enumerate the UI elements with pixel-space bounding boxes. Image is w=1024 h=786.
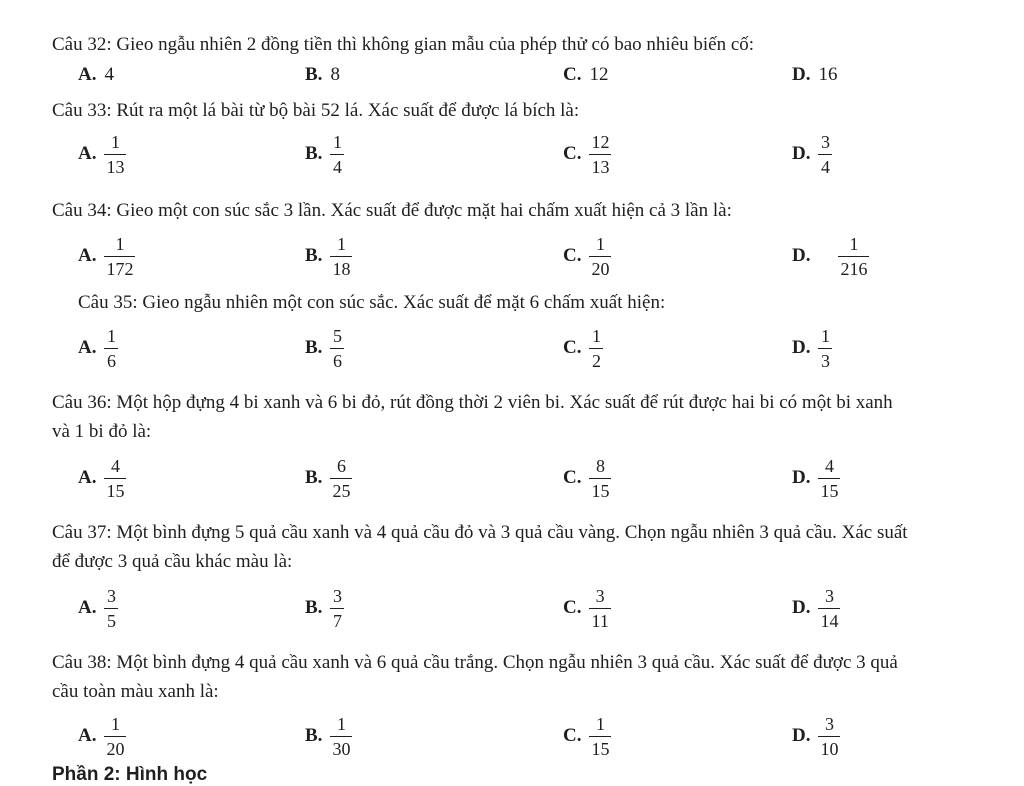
numerator: 1 <box>591 325 601 346</box>
option-c <box>563 322 603 374</box>
option-label: C. <box>563 64 582 85</box>
option-label: C. <box>563 597 582 618</box>
option-a <box>78 322 118 374</box>
option-b <box>305 128 344 180</box>
denominator: 15 <box>591 738 610 759</box>
denominator: 172 <box>106 258 134 279</box>
option-c <box>563 128 611 180</box>
denominator: 7 <box>332 610 342 631</box>
numerator: 4 <box>824 455 834 476</box>
fraction-bar <box>330 608 344 609</box>
fraction-bar <box>330 736 352 737</box>
option-d <box>792 710 840 762</box>
option-b <box>305 582 344 634</box>
question-32-text: Câu 32: Gieo ngẫu nhiên 2 đồng tiền thì không gian mẫu của phép thử có bao nhiêu biến cố: <box>52 34 755 55</box>
question-32-options <box>0 60 1024 90</box>
numerator: 8 <box>595 455 605 476</box>
numerator: 3 <box>106 585 116 606</box>
denominator: 15 <box>106 480 125 501</box>
fraction <box>589 234 611 279</box>
option-b <box>305 60 340 90</box>
fraction <box>589 326 603 371</box>
numerator: 1 <box>336 233 346 254</box>
question-35-text: Câu 35: Gieo ngẫu nhiên một con súc sắc. Xác suất để mặt 6 chấm xuất hiện: <box>78 292 666 313</box>
option-b <box>305 230 352 282</box>
option-value: 8 <box>330 64 340 85</box>
fraction <box>818 132 832 177</box>
fraction-bar <box>104 478 126 479</box>
fraction-bar <box>838 256 869 257</box>
fraction <box>104 234 135 279</box>
question-38-text: Câu 38: Một bình đựng 4 quả cầu xanh và 6 quả cầu trắng. Chọn ngẫu nhiên 3 quả cầu. Xác suất để được 3 quả cầu toàn màu xanh là: <box>52 652 898 702</box>
fraction <box>589 132 611 177</box>
fraction <box>330 456 352 501</box>
option-c <box>563 452 611 504</box>
option-b <box>305 710 352 762</box>
numerator: 1 <box>110 713 120 734</box>
question-33-options <box>0 128 1024 180</box>
option-a <box>78 710 126 762</box>
fraction-bar <box>104 256 135 257</box>
question-36-options <box>0 452 1024 504</box>
option-c <box>563 710 611 762</box>
option-a <box>78 582 118 634</box>
denominator: 10 <box>820 738 839 759</box>
denominator: 216 <box>840 258 868 279</box>
option-label: A. <box>78 337 97 358</box>
denominator: 4 <box>332 156 342 177</box>
fraction <box>818 586 840 631</box>
fraction <box>104 714 126 759</box>
numerator: 1 <box>849 233 859 254</box>
question-34-text: Câu 34: Gieo một con súc sắc 3 lần. Xác suất để được mặt hai chấm xuất hiện cả 3 lần là: <box>52 200 732 221</box>
numerator: 1 <box>820 325 830 346</box>
fraction <box>104 586 118 631</box>
fraction-bar <box>104 348 118 349</box>
denominator: 13 <box>591 156 610 177</box>
fraction <box>589 714 611 759</box>
option-label: A. <box>78 597 97 618</box>
option-label: C. <box>563 337 582 358</box>
option-label: C. <box>563 245 582 266</box>
option-a <box>78 230 135 282</box>
fraction <box>818 456 840 501</box>
fraction-bar <box>104 736 126 737</box>
fraction <box>330 326 344 371</box>
option-label: B. <box>305 64 323 85</box>
denominator: 25 <box>332 480 351 501</box>
option-d <box>792 60 837 90</box>
option-a <box>78 452 126 504</box>
option-d <box>792 128 832 180</box>
fraction <box>818 714 840 759</box>
option-d <box>792 322 832 374</box>
denominator: 20 <box>106 738 125 759</box>
fraction <box>104 326 118 371</box>
fraction <box>838 234 869 279</box>
fraction <box>330 586 344 631</box>
option-label: C. <box>563 725 582 746</box>
fraction-bar <box>589 608 610 609</box>
denominator: 20 <box>591 258 610 279</box>
denominator: 2 <box>591 350 601 371</box>
question-36-text: Câu 36: Một hộp đựng 4 bi xanh và 6 bi đỏ, rút đồng thời 2 viên bi. Xác suất để rút được hai bi có một bi xanh và 1 bi đỏ là: <box>52 392 893 442</box>
option-label: A. <box>78 143 97 164</box>
denominator: 30 <box>332 738 351 759</box>
fraction <box>330 234 352 279</box>
fraction-bar <box>330 154 344 155</box>
fraction-bar <box>104 608 118 609</box>
option-label: A. <box>78 245 97 266</box>
fraction-bar <box>589 154 611 155</box>
fraction <box>330 714 352 759</box>
question-35-options <box>0 322 1024 374</box>
numerator: 4 <box>110 455 120 476</box>
fraction-bar <box>589 256 611 257</box>
denominator: 18 <box>332 258 351 279</box>
option-b <box>305 322 344 374</box>
option-d <box>792 582 840 634</box>
option-label: D. <box>792 467 811 488</box>
denominator: 4 <box>820 156 830 177</box>
fraction-bar <box>589 736 611 737</box>
numerator: 6 <box>336 455 346 476</box>
denominator: 6 <box>332 350 342 371</box>
section-heading: Phần 2: Hình học <box>52 764 208 785</box>
question-37-options <box>0 582 1024 634</box>
option-d <box>792 230 869 282</box>
question-37-text: Câu 37: Một bình đựng 5 quả cầu xanh và 4 quả cầu đỏ và 3 quả cầu vàng. Chọn ngẫu nhiên 3 quả cầu. Xác suất để được 3 quả cầu khác màu là: <box>52 522 908 572</box>
fraction-bar <box>818 348 832 349</box>
fraction-bar <box>818 478 840 479</box>
option-c <box>563 60 608 90</box>
numerator: 1 <box>332 131 342 152</box>
option-a <box>78 60 114 90</box>
denominator: 6 <box>106 350 116 371</box>
fraction-bar <box>818 736 840 737</box>
option-value: 12 <box>589 64 609 85</box>
option-label: C. <box>563 467 582 488</box>
fraction-bar <box>330 256 352 257</box>
denominator: 5 <box>106 610 116 631</box>
option-c <box>563 230 611 282</box>
numerator: 12 <box>591 131 610 152</box>
option-label: A. <box>78 467 97 488</box>
option-label: D. <box>792 725 811 746</box>
option-label: D. <box>792 337 811 358</box>
denominator: 13 <box>106 156 125 177</box>
option-label: B. <box>305 725 323 746</box>
option-value: 4 <box>104 64 114 85</box>
option-label: B. <box>305 337 323 358</box>
denominator: 11 <box>591 610 609 631</box>
option-label: B. <box>305 143 323 164</box>
option-c <box>563 582 611 634</box>
denominator: 14 <box>820 610 839 631</box>
fraction-bar <box>818 608 840 609</box>
numerator: 5 <box>332 325 342 346</box>
numerator: 1 <box>595 233 605 254</box>
option-label: B. <box>305 245 323 266</box>
numerator: 3 <box>824 713 834 734</box>
numerator: 3 <box>824 585 834 606</box>
numerator: 1 <box>595 713 605 734</box>
fraction-bar <box>330 478 352 479</box>
option-label: D. <box>792 143 811 164</box>
fraction-bar <box>104 154 126 155</box>
option-value: 16 <box>818 64 838 85</box>
numerator: 1 <box>106 325 116 346</box>
option-label: C. <box>563 143 582 164</box>
fraction <box>330 132 344 177</box>
option-label: B. <box>305 467 323 488</box>
option-label: A. <box>78 64 97 85</box>
fraction-bar <box>818 154 832 155</box>
option-label: B. <box>305 597 323 618</box>
fraction <box>589 586 610 631</box>
numerator: 1 <box>336 713 346 734</box>
fraction <box>818 326 832 371</box>
numerator: 3 <box>595 585 605 606</box>
option-label: A. <box>78 725 97 746</box>
question-34-options <box>0 230 1024 282</box>
option-label: D. <box>792 597 811 618</box>
option-label: D. <box>792 245 811 266</box>
fraction-bar <box>589 478 611 479</box>
denominator: 3 <box>820 350 830 371</box>
option-label: D. <box>792 64 811 85</box>
denominator: 15 <box>820 480 839 501</box>
numerator: 3 <box>332 585 342 606</box>
fraction-bar <box>330 348 344 349</box>
fraction-bar <box>589 348 603 349</box>
numerator: 1 <box>110 131 120 152</box>
option-b <box>305 452 352 504</box>
numerator: 1 <box>115 233 125 254</box>
option-a <box>78 128 126 180</box>
question-33-text: Câu 33: Rút ra một lá bài từ bộ bài 52 lá. Xác suất để được lá bích là: <box>52 100 580 121</box>
denominator: 15 <box>591 480 610 501</box>
question-38-options <box>0 710 1024 762</box>
fraction <box>104 132 126 177</box>
fraction <box>589 456 611 501</box>
fraction <box>104 456 126 501</box>
numerator: 3 <box>820 131 830 152</box>
option-d <box>792 452 840 504</box>
